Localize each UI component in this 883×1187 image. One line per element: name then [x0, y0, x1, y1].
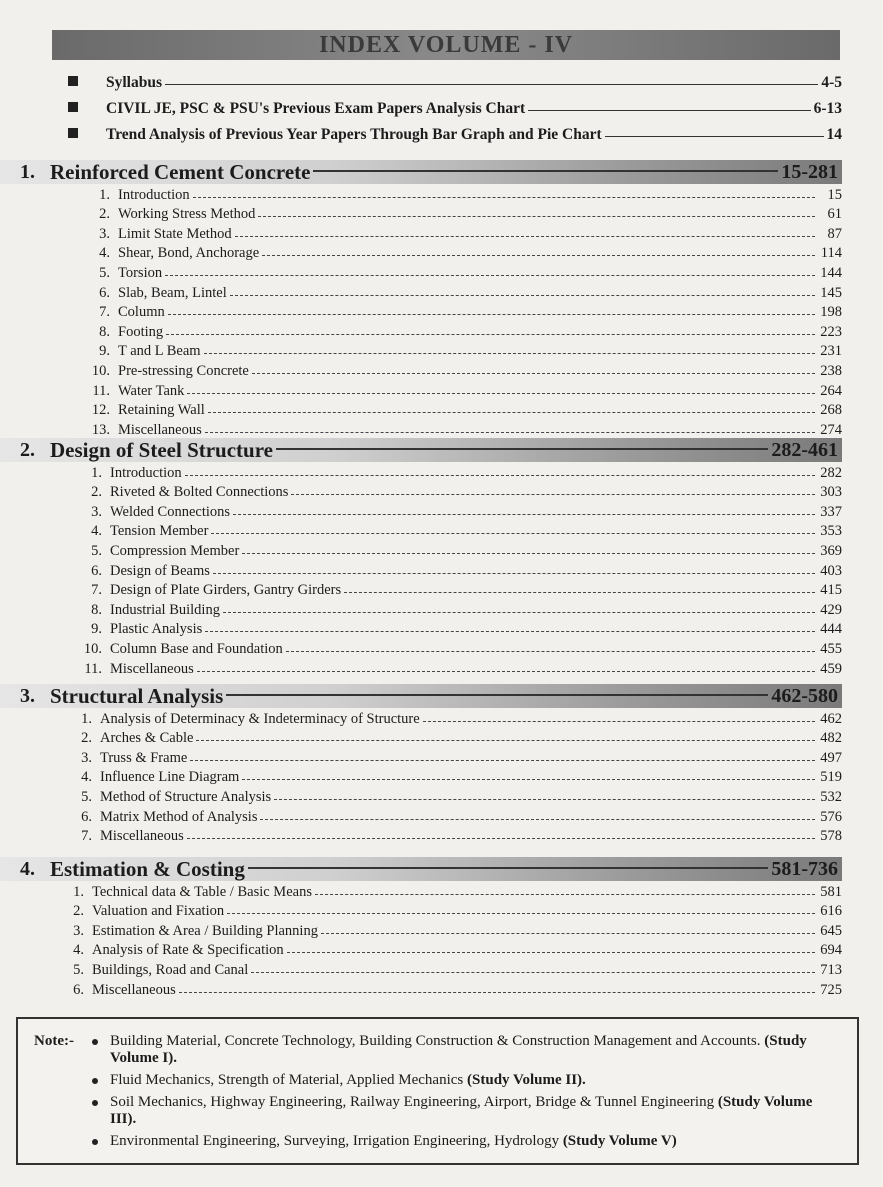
section: [0, 684, 842, 845]
toc-row-title: Miscellaneous: [118, 421, 202, 438]
toc-row-page: 144: [820, 264, 842, 281]
section-header: [0, 160, 842, 184]
toc-row-number: 6.: [99, 284, 110, 301]
toc-row-title: Miscellaneous: [100, 828, 184, 845]
toc-row: [0, 728, 842, 748]
toc-row-title: Tension Member: [110, 523, 209, 540]
note-item: [90, 1033, 830, 1067]
section-page-range: 15-281: [781, 160, 838, 183]
toc-row-title: Design of Plate Girders, Gantry Girders: [110, 582, 342, 599]
toc-row-page: 264: [820, 382, 842, 399]
toc-row-page: 444: [820, 621, 842, 638]
toc-row-number: 9.: [91, 621, 102, 638]
toc-row-number: 6.: [81, 808, 92, 825]
top-item: [66, 66, 842, 92]
section-title: Design of Steel Structure: [50, 437, 273, 462]
toc-row-number: 12.: [91, 402, 110, 419]
toc-row: [0, 619, 842, 639]
toc-row-number: 13.: [91, 421, 110, 438]
toc-row: [0, 560, 842, 580]
toc-row-page: 87: [827, 225, 842, 242]
toc-row-title: Welded Connections: [110, 503, 231, 520]
toc-row-page: 532: [820, 788, 842, 805]
section: [0, 857, 842, 999]
toc-row-number: 2.: [73, 903, 84, 920]
top-item-page: 14: [826, 126, 842, 143]
toc-row-page: 576: [820, 808, 842, 825]
toc-row-title: Introduction: [110, 464, 182, 481]
toc-row-page: 15: [827, 186, 842, 203]
toc-row: [0, 243, 842, 263]
note-item-text: Soil Mechanics, Highway Engineering, Railway Engineering, Airport, Bridge & Tunnel Engineering: [110, 1094, 715, 1110]
toc-row: [0, 747, 842, 767]
toc-row-page: 578: [820, 828, 842, 845]
toc-row: [0, 462, 842, 482]
top-item-label: Syllabus: [106, 74, 163, 91]
toc-row: [0, 184, 842, 204]
toc-row-page: 725: [820, 981, 842, 998]
toc-row-page: 337: [820, 503, 842, 520]
toc-row-page: 61: [827, 206, 842, 223]
section-header: [0, 438, 842, 462]
toc-row: [0, 341, 842, 361]
note-item-text: Building Material, Concrete Technology, Building Construction & Construction Management and Accounts.: [110, 1033, 761, 1049]
toc-row-title: Limit State Method: [118, 225, 232, 242]
toc-row-title: Method of Structure Analysis: [100, 788, 272, 805]
toc-row-title: Estimation & Area / Building Planning: [92, 922, 318, 939]
toc-row-number: 5.: [99, 264, 110, 281]
note-list: [90, 1033, 830, 1155]
toc-row: [0, 501, 842, 521]
section-number: 4.: [20, 857, 35, 880]
toc-row: [0, 806, 842, 826]
toc-row-page: 713: [820, 961, 842, 978]
toc-row: [0, 521, 842, 541]
toc-row-title: Buildings, Road and Canal: [92, 961, 249, 978]
toc-row: [0, 786, 842, 806]
toc-row-page: 353: [820, 523, 842, 540]
toc-row-title: Miscellaneous: [92, 981, 176, 998]
toc-row-number: 10.: [91, 362, 110, 379]
square-bullet-icon: [68, 102, 78, 112]
toc-row-title: Column Base and Foundation: [110, 640, 283, 657]
toc-row-page: 282: [820, 464, 842, 481]
toc-row: [0, 881, 842, 901]
toc-row-number: 1.: [91, 464, 102, 481]
toc-row: [0, 419, 842, 439]
toc-row-number: 2.: [91, 484, 102, 501]
toc-row: [0, 360, 842, 380]
toc-row-page: 462: [820, 710, 842, 727]
toc-row-title: Footing: [118, 323, 164, 340]
section-title: Reinforced Cement Concrete: [50, 159, 311, 184]
toc-row-number: 2.: [81, 730, 92, 747]
toc-row-page: 429: [820, 601, 842, 618]
section-header: [0, 857, 842, 881]
toc-row: [0, 638, 842, 658]
toc-row-number: 10.: [83, 640, 102, 657]
toc-row: [0, 901, 842, 921]
toc-row: [0, 223, 842, 243]
toc-row-number: 4.: [91, 523, 102, 540]
toc-row-number: 5.: [73, 961, 84, 978]
toc-row: [0, 282, 842, 302]
section-number: 3.: [20, 684, 35, 707]
toc-row-page: 145: [820, 284, 842, 301]
toc-row: [0, 380, 842, 400]
note-item-volume: (Study Volume II).: [467, 1072, 586, 1088]
note-item: [90, 1094, 830, 1128]
toc-row-number: 6.: [73, 981, 84, 998]
toc-row-title: Valuation and Fixation: [92, 903, 225, 920]
toc-row-number: 1.: [81, 710, 92, 727]
toc-row-page: 497: [820, 749, 842, 766]
toc-row-title: Arches & Cable: [100, 730, 194, 747]
bullet-dot-icon: [92, 1100, 98, 1106]
toc-row-title: Introduction: [118, 186, 190, 203]
note-item: [90, 1072, 830, 1089]
toc-row-page: 694: [820, 942, 842, 959]
section-header: [0, 684, 842, 708]
bullet-dot-icon: [92, 1078, 98, 1084]
toc-row-number: 1.: [99, 186, 110, 203]
section-title: Estimation & Costing: [50, 856, 245, 881]
toc-row-title: Water Tank: [118, 382, 185, 399]
section-number: 2.: [20, 438, 35, 461]
toc-row-number: 8.: [91, 601, 102, 618]
toc-row-title: Design of Beams: [110, 562, 210, 579]
bullet-dot-icon: [92, 1139, 98, 1145]
toc-row-title: Slab, Beam, Lintel: [118, 284, 227, 301]
toc-row-page: 268: [820, 402, 842, 419]
toc-row-number: 1.: [73, 883, 84, 900]
toc-row-title: Analysis of Rate & Specification: [92, 942, 284, 959]
section: [0, 160, 842, 439]
toc-row-title: Influence Line Diagram: [100, 769, 240, 786]
toc-row: [0, 302, 842, 322]
top-item: [66, 92, 842, 118]
toc-row: [0, 767, 842, 787]
top-item-label: Trend Analysis of Previous Year Papers Through Bar Graph and Pie Chart: [106, 126, 602, 143]
toc-row: [0, 599, 842, 619]
note-label: Note:-: [34, 1033, 74, 1049]
toc-row-number: 4.: [73, 942, 84, 959]
toc-row-page: 231: [820, 343, 842, 360]
toc-row-number: 8.: [99, 323, 110, 340]
note-item-text: Environmental Engineering, Surveying, Irrigation Engineering, Hydrology: [110, 1133, 560, 1149]
toc-row: [0, 979, 842, 999]
top-item-page: 4-5: [821, 74, 842, 91]
section-title: Structural Analysis: [50, 683, 224, 708]
note-item-text: Fluid Mechanics, Strength of Material, Applied Mechanics: [110, 1072, 464, 1088]
top-item-label: CIVIL JE, PSC & PSU's Previous Exam Papers Analysis Chart: [106, 100, 526, 117]
toc-row-number: 3.: [91, 503, 102, 520]
toc-row: [0, 482, 842, 502]
toc-row-page: 369: [820, 542, 842, 559]
toc-row-title: Riveted & Bolted Connections: [110, 484, 289, 501]
top-list: [66, 66, 842, 144]
toc-row-title: Industrial Building: [110, 601, 220, 618]
toc-row-title: Compression Member: [110, 542, 240, 559]
toc-row-number: 4.: [99, 245, 110, 262]
toc-row-title: Miscellaneous: [110, 660, 194, 677]
toc-row-number: 3.: [99, 225, 110, 242]
toc-row-number: 5.: [91, 542, 102, 559]
toc-row-title: Column: [118, 304, 165, 321]
toc-row: [0, 400, 842, 420]
index-banner: INDEX VOLUME - IV: [52, 30, 840, 60]
toc-row-number: 7.: [91, 582, 102, 599]
top-item: [66, 118, 842, 144]
note-item-volume: (Study Volume I).: [110, 1033, 807, 1066]
toc-row-title: Matrix Method of Analysis: [100, 808, 258, 825]
toc-row-number: 11.: [92, 382, 110, 399]
toc-row-number: 6.: [91, 562, 102, 579]
section-number: 1.: [20, 160, 35, 183]
square-bullet-icon: [68, 128, 78, 138]
toc-row: [0, 940, 842, 960]
toc-row-title: Pre-stressing Concrete: [118, 362, 249, 379]
section-page-range: 462-580: [771, 684, 838, 707]
toc-row-page: 482: [820, 730, 842, 747]
toc-row-page: 403: [820, 562, 842, 579]
note-box: [16, 1017, 859, 1165]
toc-row-title: Working Stress Method: [118, 206, 256, 223]
toc-row-page: 519: [820, 769, 842, 786]
toc-row: [0, 580, 842, 600]
toc-row: [0, 708, 842, 728]
toc-row-page: 114: [820, 245, 842, 262]
toc-row-number: 2.: [99, 206, 110, 223]
toc-row-page: 581: [820, 883, 842, 900]
note-item: [90, 1133, 830, 1150]
toc-row-page: 303: [820, 484, 842, 501]
toc-row-page: 415: [820, 582, 842, 599]
toc-row-number: 3.: [73, 922, 84, 939]
toc-row: [0, 959, 842, 979]
toc-row-page: 274: [820, 421, 842, 438]
toc-row-title: Truss & Frame: [100, 749, 188, 766]
toc-row-number: 9.: [99, 343, 110, 360]
toc-row-title: Analysis of Determinacy & Indeterminacy of Structure: [100, 710, 420, 727]
toc-row-title: T and L Beam: [118, 343, 201, 360]
toc-row-page: 198: [820, 304, 842, 321]
toc-row: [0, 204, 842, 224]
square-bullet-icon: [68, 76, 78, 86]
toc-row-page: 223: [820, 323, 842, 340]
note-item-volume: (Study Volume III).: [110, 1094, 813, 1127]
toc-row-number: 7.: [99, 304, 110, 321]
section-page-range: 581-736: [771, 857, 838, 880]
toc-row-page: 645: [820, 922, 842, 939]
toc-row-title: Torsion: [118, 264, 163, 281]
section: [0, 438, 842, 678]
toc-row: [0, 321, 842, 341]
bullet-dot-icon: [92, 1039, 98, 1045]
toc-row-title: Plastic Analysis: [110, 621, 203, 638]
toc-row-page: 616: [820, 903, 842, 920]
toc-row-title: Shear, Bond, Anchorage: [118, 245, 260, 262]
toc-row-page: 455: [820, 640, 842, 657]
toc-row: [0, 826, 842, 846]
toc-row-page: 459: [820, 660, 842, 677]
toc-row-number: 3.: [81, 749, 92, 766]
toc-row: [0, 658, 842, 678]
toc-row-page: 238: [820, 362, 842, 379]
toc-row-number: 5.: [81, 788, 92, 805]
toc-row-number: 7.: [81, 828, 92, 845]
toc-row: [0, 262, 842, 282]
toc-row: [0, 920, 842, 940]
top-item-page: 6-13: [813, 100, 842, 117]
toc-row-title: Technical data & Table / Basic Means: [92, 883, 312, 900]
toc-row-number: 11.: [84, 660, 102, 677]
toc-row-title: Retaining Wall: [118, 402, 205, 419]
section-page-range: 282-461: [771, 438, 838, 461]
note-item-volume: (Study Volume V): [562, 1133, 677, 1149]
toc-row: [0, 540, 842, 560]
toc-row-number: 4.: [81, 769, 92, 786]
